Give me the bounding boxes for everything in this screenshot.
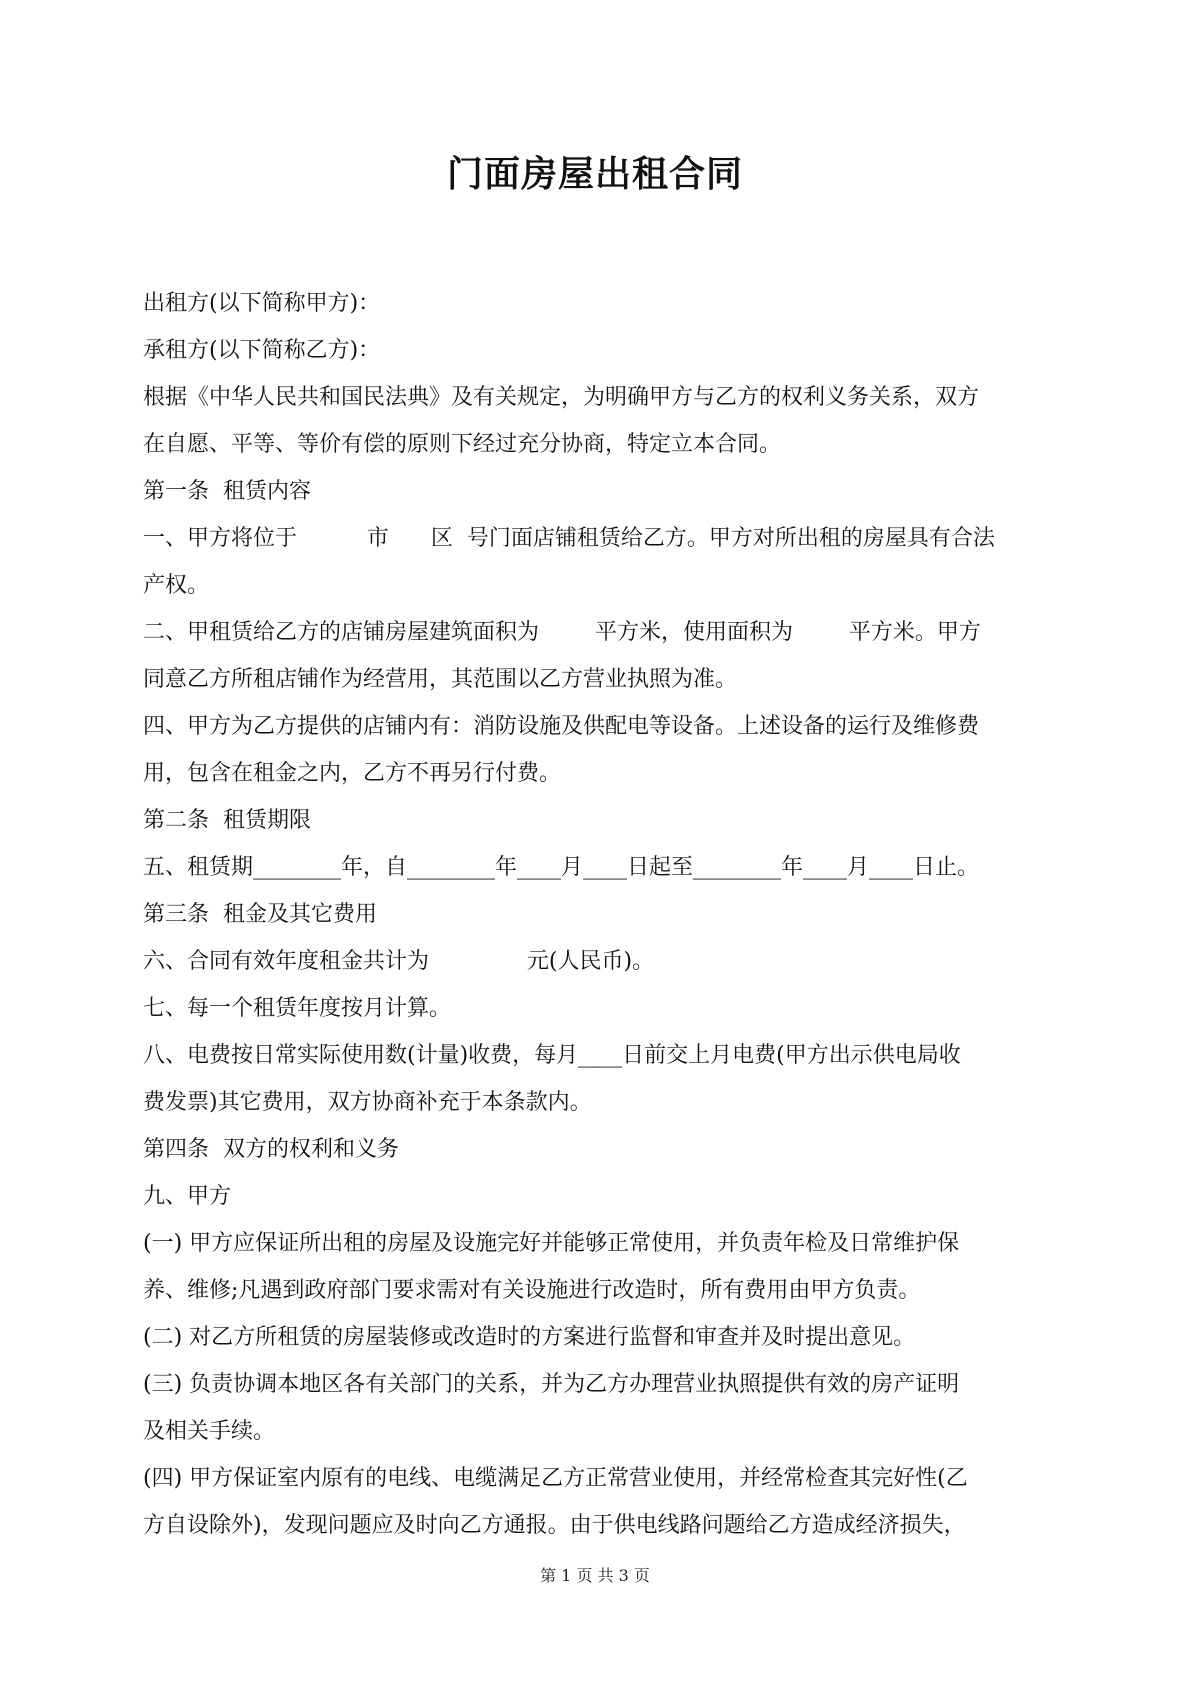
section-heading bbox=[143, 468, 1049, 515]
text-line bbox=[143, 985, 1049, 1032]
text-line-content: 在自愿、平等、等价有偿的原则下经过充分协商，特定立本合同。 bbox=[143, 432, 782, 457]
text-line-content: 六、合同有效年度租金共计为 元(人民币)。 bbox=[143, 949, 655, 974]
text-line-content: 出租方(以下简称甲方)： bbox=[143, 291, 381, 316]
text-line bbox=[143, 421, 1049, 468]
text-line bbox=[143, 1267, 1049, 1314]
text-line-content: (一) 甲方应保证所出租的房屋及设施完好并能够正常使用，并负责年检及日常维护保 bbox=[143, 1231, 960, 1256]
text-line-content: 四、甲方为乙方提供的店铺内有：消防设施及供配电等设备。上述设备的运行及维修费 bbox=[143, 714, 980, 739]
text-line bbox=[143, 280, 1049, 327]
text-line-content: 二、甲租赁给乙方的店铺房屋建筑面积为 平方米，使用面积为 平方米。甲方 bbox=[143, 620, 981, 645]
text-line-content: 第四条 双方的权利和义务 bbox=[143, 1137, 399, 1162]
text-line-content: (二) 对乙方所租赁的房屋装修或改造时的方案进行监督和审查并及时提出意见。 bbox=[143, 1325, 916, 1350]
text-line-content: 第一条 租赁内容 bbox=[143, 479, 311, 504]
text-line bbox=[143, 703, 1049, 750]
text-line-content: 七、每一个租赁年度按月计算。 bbox=[143, 996, 452, 1021]
text-line bbox=[143, 1173, 1049, 1220]
text-line-content: 根据《中华人民共和国民法典》及有关规定，为明确甲方与乙方的权利义务关系，双方 bbox=[143, 385, 980, 410]
text-line-content: 养、维修;凡遇到政府部门要求需对有关设施进行改造时，所有费用由甲方负责。 bbox=[143, 1278, 921, 1303]
text-line bbox=[143, 844, 1049, 891]
text-line bbox=[143, 938, 1049, 985]
text-line bbox=[143, 1032, 1049, 1079]
text-line-content: 八、电费按日常实际使用数(计量)收费，每月____日前交上月电费(甲方出示供电局收 bbox=[143, 1043, 961, 1068]
text-line bbox=[143, 1079, 1049, 1126]
text-line bbox=[143, 656, 1049, 703]
document-body bbox=[143, 280, 1049, 1549]
text-line-content: (四) 甲方保证室内原有的电线、电缆满足乙方正常营业使用，并经常检查其完好性(乙 bbox=[143, 1466, 968, 1491]
text-line-content: 第二条 租赁期限 bbox=[143, 808, 311, 833]
text-line bbox=[143, 1408, 1049, 1455]
text-line-content: 费发票)其它费用，双方协商补充于本条款内。 bbox=[143, 1090, 592, 1115]
text-line-content: (三) 负责协调本地区各有关部门的关系，并为乙方办理营业执照提供有效的房产证明 bbox=[143, 1372, 960, 1397]
text-line-content: 五、租赁期________年，自________年____月____日起至________年____月____日止。 bbox=[143, 855, 980, 880]
text-line-content: 同意乙方所租店铺作为经营用，其范围以乙方营业执照为准。 bbox=[143, 667, 738, 692]
text-line bbox=[143, 1502, 1049, 1549]
text-line-content: 九、甲方 bbox=[143, 1184, 232, 1209]
text-line bbox=[143, 609, 1049, 656]
section-heading bbox=[143, 891, 1049, 938]
text-line bbox=[143, 515, 1049, 562]
page-footer: 第 1 页 共 3 页 bbox=[540, 1566, 650, 1585]
text-line-content: 及相关手续。 bbox=[143, 1419, 276, 1444]
text-line-content: 用，包含在租金之内，乙方不再另行付费。 bbox=[143, 761, 562, 786]
section-heading bbox=[143, 1126, 1049, 1173]
text-line bbox=[143, 750, 1049, 797]
text-line-content: 第三条 租金及其它费用 bbox=[143, 902, 377, 927]
text-line bbox=[143, 1220, 1049, 1267]
text-line bbox=[143, 1314, 1049, 1361]
text-line-content: 产权。 bbox=[143, 573, 210, 598]
text-line-content: 一、甲方将位于 市 区 号门面店铺租赁给乙方。甲方对所出租的房屋具有合法 bbox=[143, 526, 995, 551]
document-title: 门面房屋出租合同 bbox=[446, 153, 743, 195]
text-line bbox=[143, 562, 1049, 609]
section-heading bbox=[143, 797, 1049, 844]
text-line-content: 承租方(以下简称乙方)： bbox=[143, 338, 381, 363]
text-line bbox=[143, 327, 1049, 374]
text-line bbox=[143, 374, 1049, 421]
text-line bbox=[143, 1361, 1049, 1408]
text-line-content: 方自设除外)，发现问题应及时向乙方通报。由于供电线路问题给乙方造成经济损失， bbox=[143, 1513, 966, 1538]
text-line bbox=[143, 1455, 1049, 1502]
